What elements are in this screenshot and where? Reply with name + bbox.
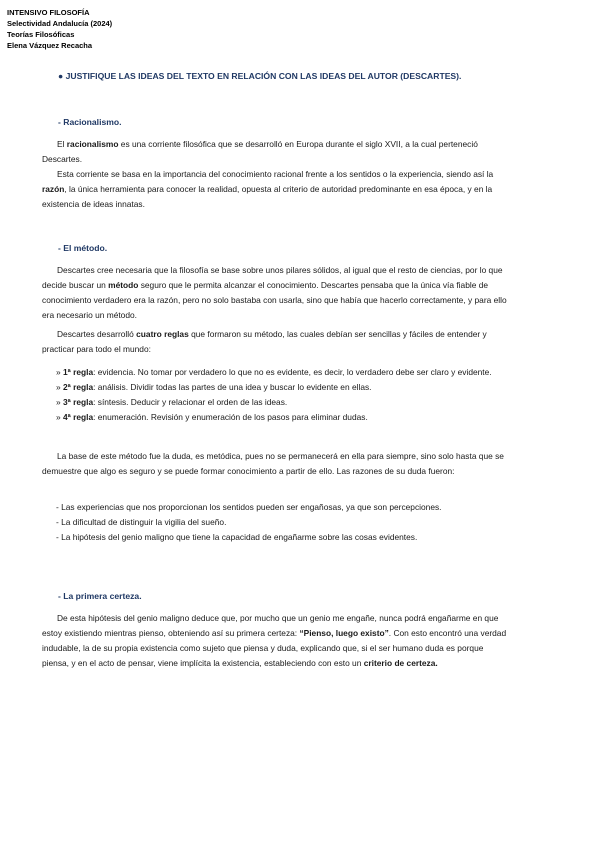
list-item: - La hipótesis del genio maligno que tiene la capacidad de engañarme sobre las cosas evidentes. <box>56 532 418 542</box>
course-name: INTENSIVO FILOSOFÍA <box>7 8 90 17</box>
paragraph-racionalismo-1: El racionalismo es una corriente filosófica que se desarrolló en Europa durante el siglo XVII, a la cual perteneció Descartes. <box>42 139 478 164</box>
list-item: » 2ª regla: análisis. Dividir todas las partes de una idea y buscar lo evidente en ellas. <box>56 382 372 392</box>
list-item: » 1ª regla: evidencia. No tomar por verdadero lo que no es evidente, es decir, lo verdadero debe ser claro y evidente. <box>56 367 492 377</box>
rules-list <box>42 365 510 425</box>
paragraph-metodo-3: La base de este método fue la duda, es metódica, pues no se permanecerá en ella para siempre, sino solo hasta que se demuestre que algo es seguro y se puede formar conocimiento a partir de ello. Las razones de su duda fueron: <box>42 451 504 476</box>
reasons-list <box>42 500 510 545</box>
list-item: - La dificultad de distinguir la vigilia del sueño. <box>56 517 227 527</box>
paragraph-certeza-1: De esta hipótesis del genio maligno deduce que, por mucho que un genio me engañe, nunca podrá engañarme en que estoy existiendo mientras pienso, obteniendo así su primera certeza: “Pienso, luego existo”. Con esto encontró una verdad indudable, la de su propia existencia como sujeto que piensa y duda, explicando que, si el ser humano duda es porque piensa, y en el acto de pensar, viene implícita la existencia, estableciendo con esto un criterio de certeza. <box>42 613 507 668</box>
list-item: » 4ª regla: enumeración. Revisión y enumeración de los pasos para eliminar dudas. <box>56 412 368 422</box>
section-heading-certeza: - La primera certeza. <box>58 591 142 601</box>
list-item: - Las experiencias que nos proporcionan los sentidos pueden ser engañosas, ya que son percepciones. <box>56 502 442 512</box>
paragraph-racionalismo-2: Esta corriente se basa en la importancia del conocimiento racional frente a los sentidos o la experiencia, siendo así la razón, la única herramienta para conocer la realidad, opuesta al criterio de autoridad predominante en esa época, y en la existencia de ideas innatas. <box>42 169 494 209</box>
section-heading-metodo: - El método. <box>58 243 108 253</box>
topic-name: Teorías Filosóficas <box>7 30 75 39</box>
section-heading-racionalismo: - Racionalismo. <box>58 117 122 127</box>
list-item: » 3ª regla: síntesis. Deducir y relacionar el orden de las ideas. <box>56 397 288 407</box>
paragraph-metodo-2: Descartes desarrolló cuatro reglas que formaron su método, las cuales debían ser sencillas y fáciles de entender y practicar para todo el mundo: <box>42 329 487 354</box>
paragraph-metodo-1: Descartes cree necesaria que la filosofía se base sobre unos pilares sólidos, al igual que el resto de ciencias, por lo que decide buscar un método seguro que le permita alcanzar el conocimiento. Descartes pensaba que la única vía fiable de conocimiento verdadero era la razón, pero no solo bastaba con usarla, sino que había que hacerlo correctamente, y para ello era necesario un método. <box>42 265 507 320</box>
document-header <box>7 7 112 51</box>
author-name: Elena Vázquez Recacha <box>7 41 93 50</box>
exam-name: Selectividad Andalucía (2024) <box>7 19 113 28</box>
question-title: ● JUSTIFIQUE LAS IDEAS DEL TEXTO EN RELACIÓN CON LAS IDEAS DEL AUTOR (DESCARTES). <box>58 71 462 81</box>
